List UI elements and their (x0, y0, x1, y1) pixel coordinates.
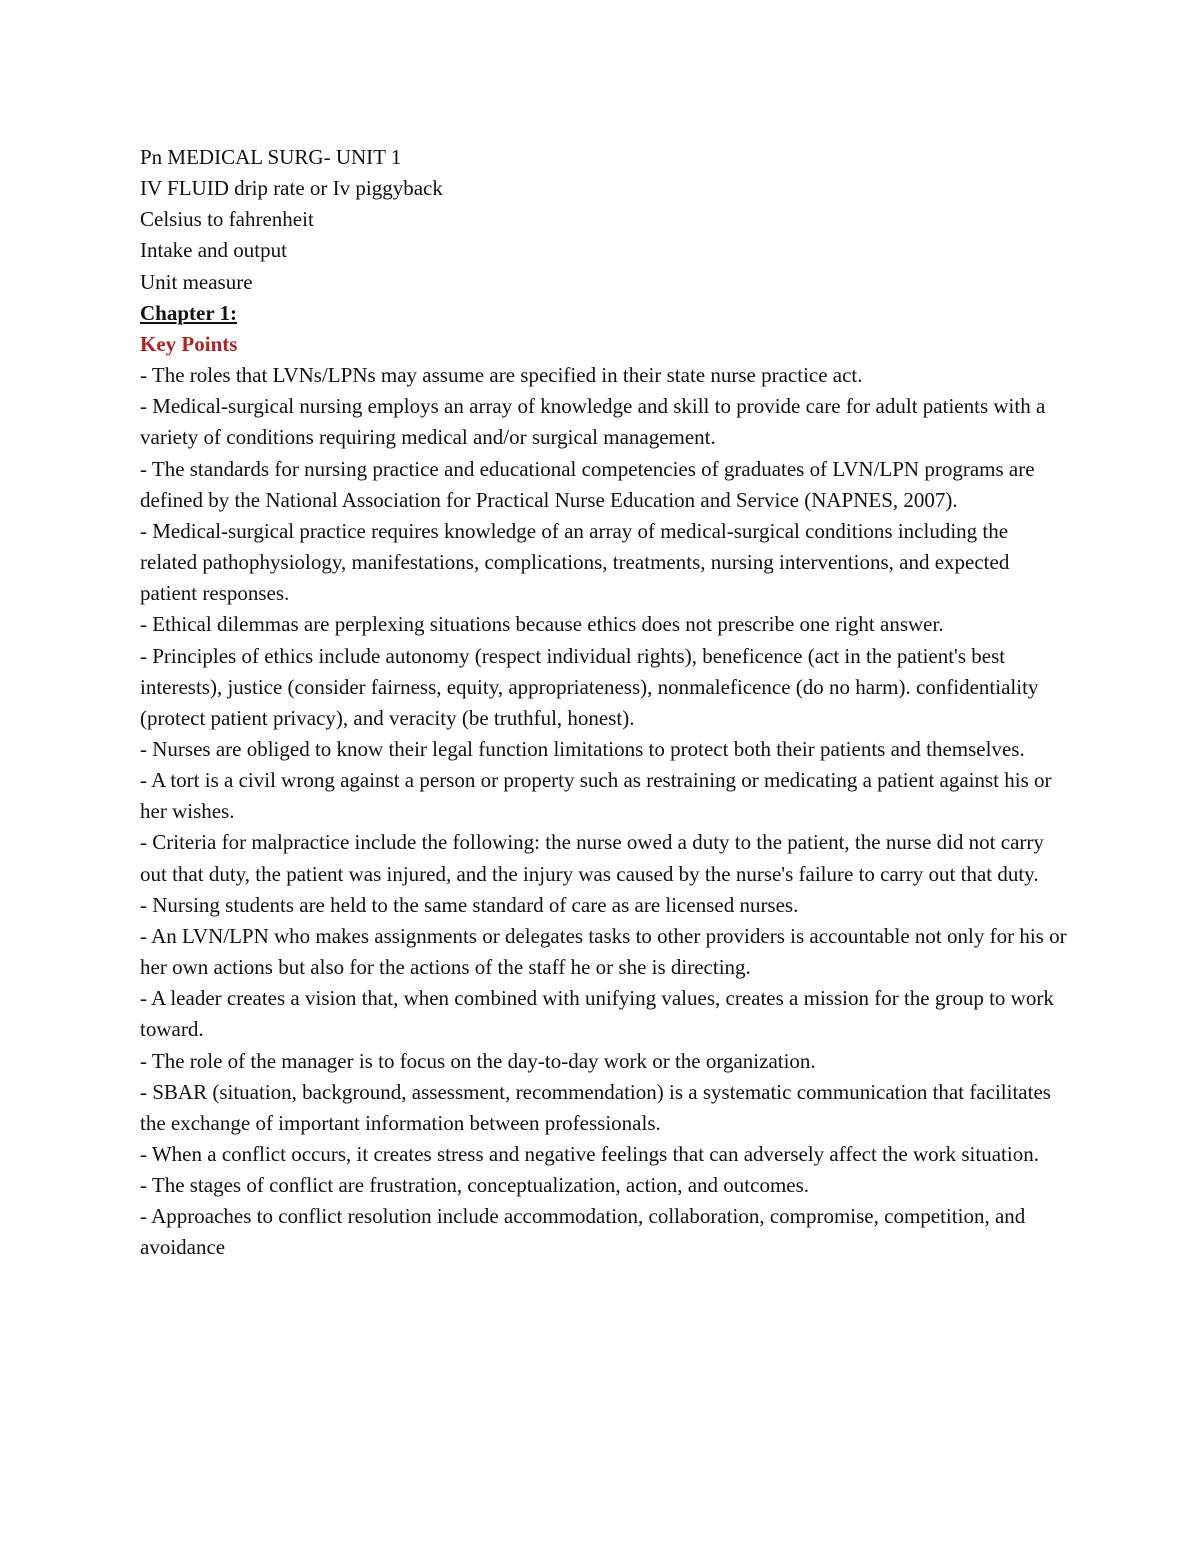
document-page (140, 142, 1070, 1264)
key-point-item: - Medical-surgical practice requires knowledge of an array of medical-surgical conditions including the related pathophysiology, manifestations, complications, treatments, nursing interventions, and expected patient responses. (140, 518, 1010, 606)
topic-line: Unit measure (140, 269, 253, 294)
key-point-item: - When a conflict occurs, it creates stress and negative feelings that can adversely affect the work situation. (140, 1142, 1039, 1166)
key-point-item: - A leader creates a vision that, when combined with unifying values, creates a mission for the group to work toward. (140, 986, 1054, 1042)
chapter-heading: Chapter 1: (140, 300, 238, 325)
key-point-item: - Criteria for malpractice include the following: the nurse owed a duty to the patient, the nurse did not carry out that duty, the patient was injured, and the injury was caused by the nurse's failure to carry out that duty. (140, 830, 1044, 886)
key-point-item: - The stages of conflict are frustration, conceptualization, action, and outcomes. (140, 1173, 810, 1198)
key-point-item: - The roles that LVNs/LPNs may assume are specified in their state nurse practice act. (140, 363, 863, 388)
key-point-item: - Approaches to conflict resolution include accommodation, collaboration, compromise, competition, and avoidance (140, 1204, 1026, 1260)
key-point-item: - SBAR (situation, background, assessment, recommendation) is a systematic communication that facilitates the exchange of important information between professionals. (140, 1079, 1051, 1135)
key-point-item: - Principles of ethics include autonomy (respect individual rights), beneficence (act in the patient's best interests), justice (consider fairness, equity, appropriateness), nonmaleficence (do no harm). confidentiality (protect patient privacy), and veracity (be truthful, honest). (140, 643, 1039, 730)
key-point-item: - The standards for nursing practice and educational competencies of graduates of LVN/LPN programs are defined by the National Association for Practical Nurse Education and Service (NAPNES, 2007). (140, 456, 1035, 512)
key-point-item: - An LVN/LPN who makes assignments or delegates tasks to other providers is accountable not only for his or her own actions but also for the actions of the staff he or she is directing. (140, 923, 1067, 980)
key-point-item: - Medical-surgical nursing employs an array of knowledge and skill to provide care for adult patients with a variety of conditions requiring medical and/or surgical management. (140, 394, 1046, 450)
topic-line: IV FLUID drip rate or Iv piggyback (140, 176, 443, 201)
key-point-item: - Ethical dilemmas are perplexing situations because ethics does not prescribe one right answer. (140, 612, 944, 637)
key-points-heading: Key Points (140, 331, 238, 356)
topic-line: Celsius to fahrenheit (140, 207, 314, 232)
key-point-item: - The role of the manager is to focus on the day-to-day work or the organization. (140, 1048, 816, 1073)
key-point-item: - Nursing students are held to the same standard of care as are licensed nurses. (140, 892, 799, 917)
key-point-item: - Nurses are obliged to know their legal function limitations to protect both their patients and themselves. (140, 736, 1025, 761)
document-title: Pn MEDICAL SURG- UNIT 1 (140, 145, 402, 169)
key-point-item: - A tort is a civil wrong against a person or property such as restraining or medicating a patient against his or her wishes. (140, 768, 1052, 824)
topic-line: Intake and output (140, 238, 287, 263)
